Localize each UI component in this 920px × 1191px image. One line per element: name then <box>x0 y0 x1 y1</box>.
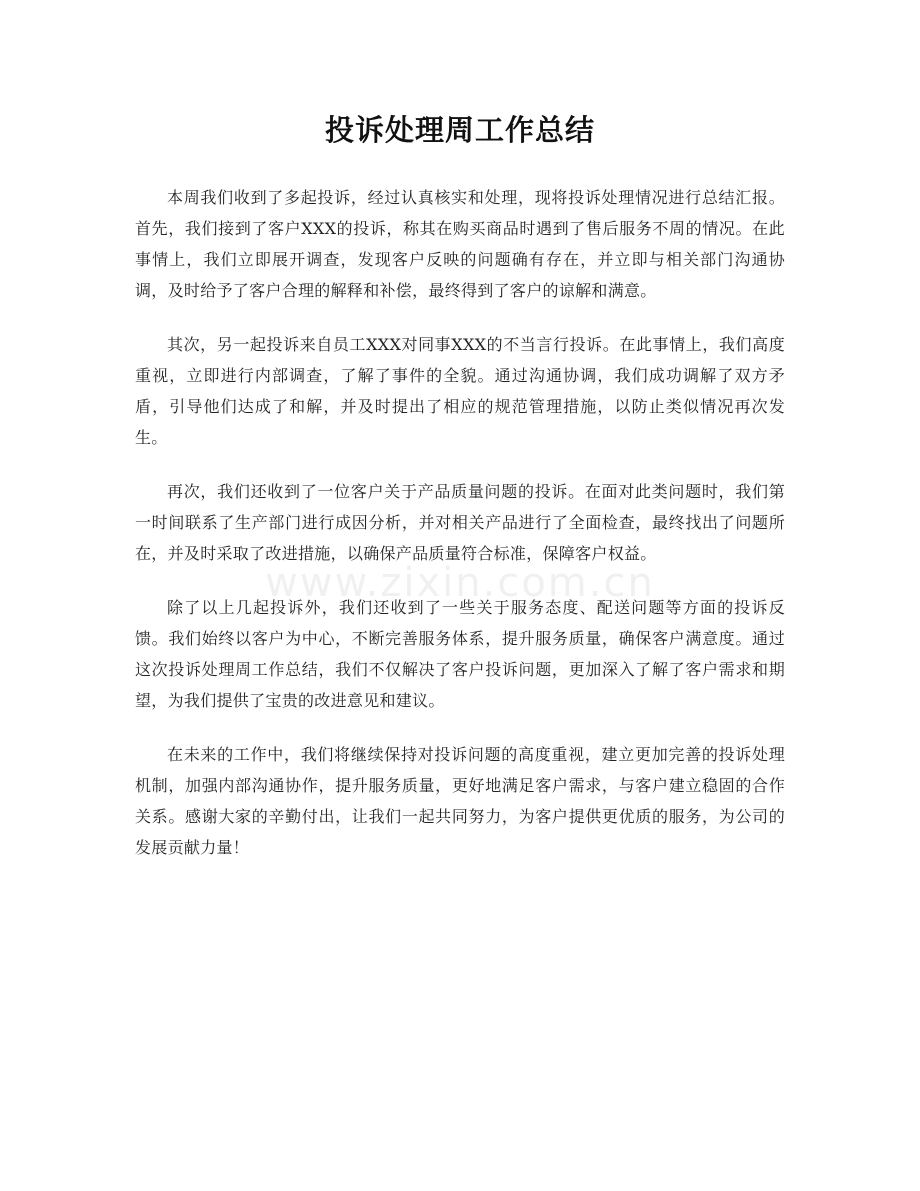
document-title: 投诉处理周工作总结 <box>324 113 595 147</box>
paragraph-1: 本周我们收到了多起投诉，经过认真核实和处理，现将投诉处理情况进行总结汇报。首先，我们接到了客户XXX的投诉，称其在购买商品时遇到了售后服务不周的情况。在此事情上，我们立即展开调查，发现客户反映的问题确有存在，并立即与相关部门沟通协调，及时给予了客户合理的解释和补偿，最终得到了客户的谅解和满意。 <box>135 188 785 300</box>
document-body <box>135 182 785 886</box>
paragraph-5: 在未来的工作中，我们将继续保持对投诉问题的高度重视，建立更加完善的投诉处理机制，加强内部沟通协作，提升服务质量，更好地满足客户需求，与客户建立稳固的合作关系。感谢大家的辛勤付出，让我们一起共同努力，为客户提供更优质的服务，为公司的发展贡献力量！ <box>135 745 785 857</box>
paragraph-3: 再次，我们还收到了一位客户关于产品质量问题的投诉。在面对此类问题时，我们第一时间联系了生产部门进行成因分析，并对相关产品进行了全面检查，最终找出了问题所在，并及时采取了改进措施，以确保产品质量符合标准，保障客户权益。 <box>135 482 785 563</box>
watermark: www.zixin.com.cn <box>265 560 655 606</box>
paragraph-4: 除了以上几起投诉外，我们还收到了一些关于服务态度、配送问题等方面的投诉反馈。我们始终以客户为中心，不断完善服务体系，提升服务质量，确保客户满意度。通过这次投诉处理周工作总结，我们不仅解决了客户投诉问题，更加深入了解了客户需求和期望，为我们提供了宝贵的改进意见和建议。 <box>135 598 785 710</box>
paragraph-2: 其次，另一起投诉来自员工XXX对同事XXX的不当言行投诉。在此事情上，我们高度重视，立即进行内部调查，了解了事件的全貌。通过沟通协调，我们成功调解了双方矛盾，引导他们达成了和解，并及时提出了相应的规范管理措施，以防止类似情况再次发生。 <box>135 335 785 447</box>
